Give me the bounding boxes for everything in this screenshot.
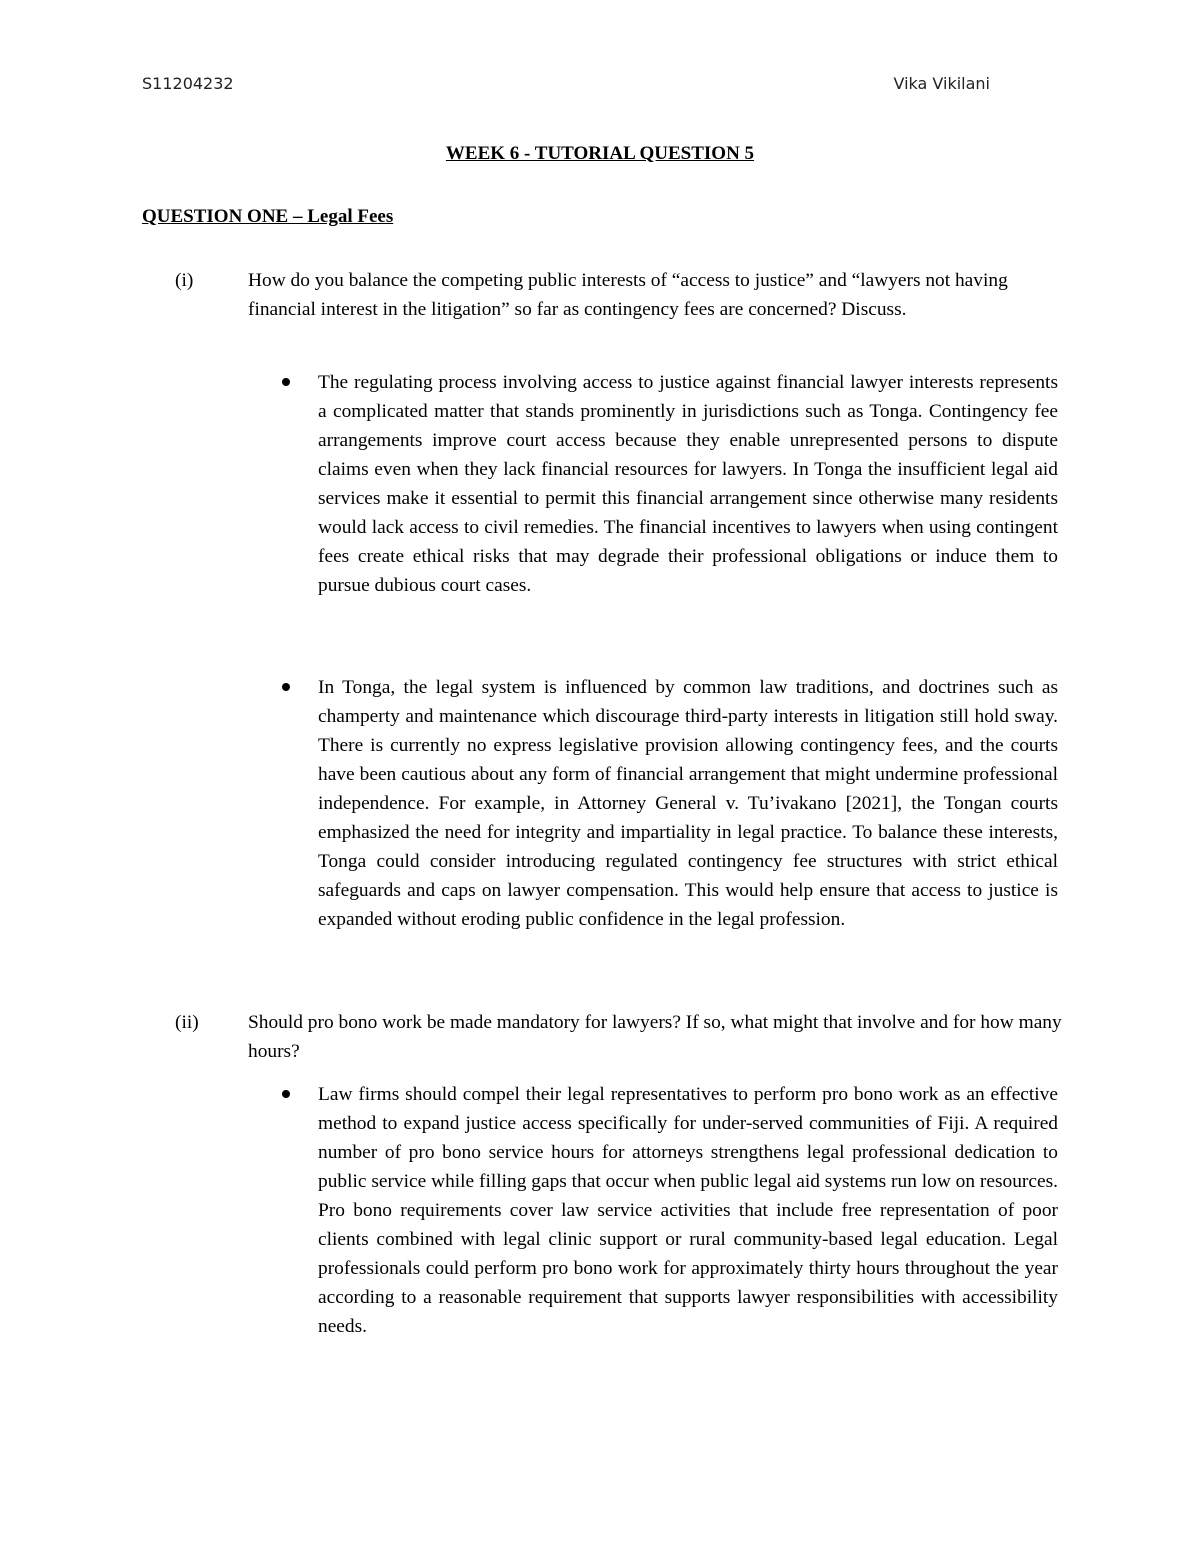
question-text: Should pro bono work be made mandatory for lawyers? If so, what might that involve and for how many hours? [248, 1012, 1062, 1062]
section-heading: QUESTION ONE – Legal Fees [142, 206, 394, 227]
document-title: WEEK 6 - TUTORIAL QUESTION 5 [445, 143, 755, 164]
answer-paragraph: In Tonga, the legal system is influenced by common law traditions, and doctrines such as champerty and maintenance which discourage third-party interests in litigation still hold sway. There is currently no express legislative provision allowing contingency fees, and the courts have been cautious about any form of financial arrangement that might undermine professional independence. For example, in Attorney General v. Tu’ivakano [2021], the Tongan courts emphasized the need for integrity and impartiality in legal practice. To balance these interests, Tonga could consider introducing regulated contingency fee structures with strict ethical safeguards and caps on lawyer compensation. This would help ensure that access to justice is expanded without eroding public confidence in the legal profession. [318, 677, 1058, 930]
question-number: (ii) [175, 1012, 199, 1033]
header-student-name: Vika Vikilani [893, 74, 990, 93]
bullet-icon [282, 683, 294, 695]
answer-paragraph: The regulating process involving access to justice against financial lawyer interests represents a complicated matter that stands prominently in jurisdictions such as Tonga. Contingency fee arrangements improve court access because they enable unrepresented persons to dispute claims even when they lack financial resources for lawyers. In Tonga the insufficient legal aid services make it essential to permit this financial arrangement since otherwise many residents would lack access to civil remedies. The financial incentives to lawyers when using contingent fees create ethical risks that may degrade their professional obligations or induce them to pursue dubious court cases. [318, 372, 1058, 596]
bullet-icon [282, 378, 294, 390]
question-number: (i) [175, 270, 194, 291]
answer-paragraph: Law firms should compel their legal representatives to perform pro bono work as an effective method to expand justice access specifically for under-served communities of Fiji. A required number of pro bono service hours for attorneys strengthens legal professional dedication to public service while filling gaps that occur when public legal aid systems run low on resources. Pro bono requirements cover law service activities that include free representation of poor clients combined with legal clinic support or rural community-based legal education. Legal professionals could perform pro bono work for approximately thirty hours throughout the year according to a reasonable requirement that supports lawyer responsibilities with accessibility needs. [318, 1084, 1058, 1337]
header-student-id: S11204232 [142, 74, 234, 93]
question-text: How do you balance the competing public interests of “access to justice” and “lawyers not having financial interest in the litigation” so far as contingency fees are concerned? Discuss. [248, 270, 1008, 320]
bullet-icon [282, 1090, 294, 1102]
